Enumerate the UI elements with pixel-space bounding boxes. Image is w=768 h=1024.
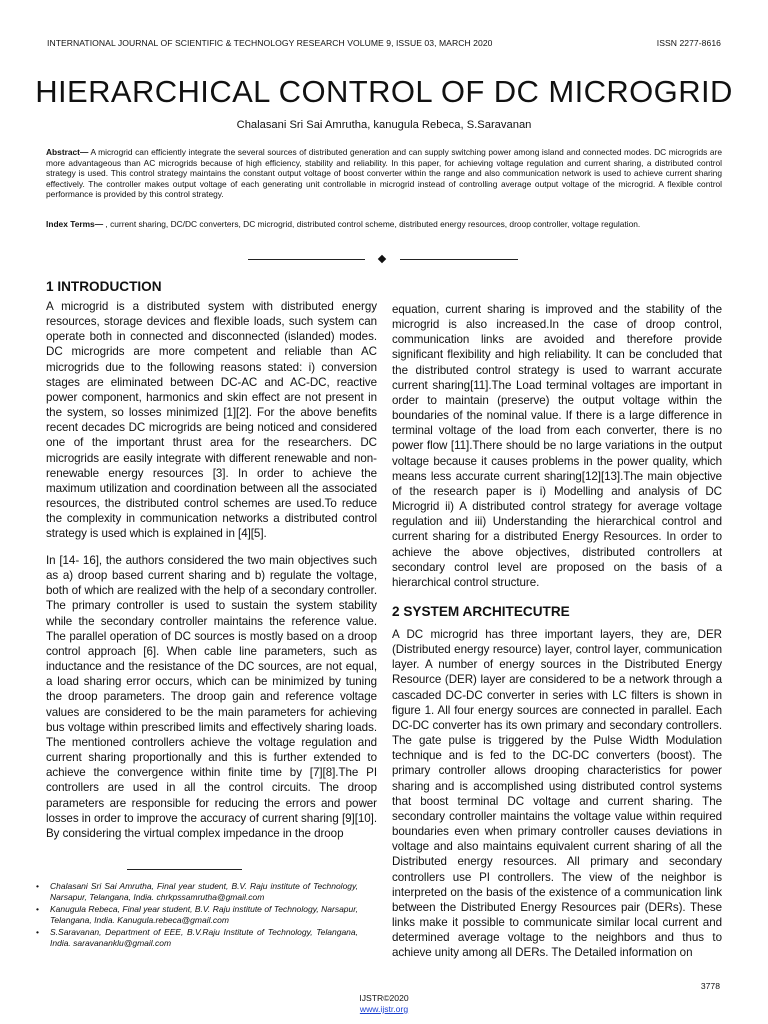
index-terms (46, 219, 722, 230)
index-terms-text: , current sharing, DC/DC converters, DC microgrid, distributed control scheme, distributed energy resources, droop controller, voltage regulation. (103, 219, 641, 229)
separator-line-left (248, 259, 365, 260)
issn: ISSN 2277-8616 (656, 38, 721, 48)
introduction-paragraph-2: In [14- 16], the authors considered the two main objectives such as a) droop based current sharing and b) regulate the voltage, both of which are realized with the help of a secondary controller. The primary controller is used to sustain the system stability while the secondary controller maintains the reference value. The parallel operation of DC sources is mostly based on a droop control approach [6]. When cable line parameters, such as inductance and the resistance of the DC sources, are not equal, a load sharing error occurs, which can be minimized by tuning the droop parameters. The droop gain and reference voltage values are considered to be the main parameters for achieving bus voltage within prescribed limits and effectively sharing loads. The mentioned controllers achieve the voltage regulation and current sharing proportionally and this is further extended to achieve the convergence within finite time by [7][8].The PI controllers are used in all the control circuits. The droop parameters are responsible for reducing the errors and power losses in order to improve the accuracy of current sharing [9][10]. By considering the virtual complex impedance in the droop (46, 554, 377, 840)
page-number: 3778 (700, 981, 720, 991)
introduction-heading: 1 INTRODUCTION (46, 279, 162, 294)
right-column-paragraph-1: equation, current sharing is improved and the stability of the microgrid is also increased.In the case of droop control, communication links are avoided and therefore provide significant flexibility and high reliability. It can be concluded that the distributed control strategy is used to warrant accurate current sharing[11].The Load terminal voltages are important in order to maintain (preserve) the output voltage within the boundaries of the nominal value. If there is a large difference in terminal voltage of the load from each converter, there is no power flow [11].There should be no large variations in the output voltage because it causes problems in the power quality, which means less accurate current sharing[12][13].The main objective of the research paper is i) Modelling and analysis of DC Microgrid ii) A distributed control strategy for average voltage regulation and iii) Understanding the hierarchical control and current sharing for a distributed Energy Resources. In order to achieve the above objectives, distributed controllers at secondary control level are proposed on the basis of a hierarchical control structure. (392, 303, 722, 589)
abstract-label: Abstract— (46, 147, 89, 157)
footnote-item (36, 881, 358, 903)
footnote-item (36, 927, 358, 949)
system-architecture-paragraph: A DC microgrid has three important layers, they are, DER (Distributed energy resource) layer, control layer, communication layer. A number of energy sources in the Distributed Energy Resource (DER) layer are considered to be a network through a cascaded DC-DC converter in series with LC filters is shown in figure 1. All four energy sources are connected in parallel. Each DC-DC converter has its own primary and secondary controllers. The gate pulse is triggered by the Pulse Width Modulation technique and is fed to the DC-DC converters (boost). The primary controller allows drooping characteristics for power sharing and is accomplished using distributed control systems that boost terminal DC voltage and current sharing. The secondary controller maintains the voltage value within required boundaries even when primary controller causes deviations in voltage and also maintains equivalent current sharing of all the Distributed energy resources. All primary and secondary controllers use PI controllers. The view of the neighbor is interpreted on the basis of the existence of a communication link between the Distributed Energy Resources pair (DERs). These links make it possible to communicate similar local current and determined average voltage to the neighbors and thus to achieve unity among all DERs. The Detailed information on (392, 628, 722, 960)
copyright-notice: IJSTR©2020 (359, 993, 409, 1003)
system-architecture-heading: 2 SYSTEM ARCHITECUTRE (392, 604, 570, 619)
paper-title: HIERARCHICAL CONTROL OF DC MICROGRID (35, 74, 733, 109)
footnote-text: Kanugula Rebeca, Final year student, B.V. Raju institute of Technology, Narsapur, Telangana, India. Kanugula.rebeca@gmail.com (50, 904, 358, 925)
bullet-icon: • (36, 904, 39, 914)
footnote-text: S.Saravanan, Department of EEE, B.V.Raju Institute of Technology, Telangana, India. saravananklu@gmail.com (50, 927, 358, 948)
abstract (46, 147, 722, 200)
index-terms-label: Index Terms— (46, 219, 104, 229)
abstract-text: A microgrid can efficiently integrate the several sources of distributed generation and can supply switching power among island and connected modes. DC microgrids are more advantageous than AC microgrids because of high efficiency, stability and reliability. In this paper, for achieving voltage regulation and current sharing, a distributed control strategy is used. This control strategy maintains the constant output voltage of boost converter within the range and also communication network is used to achieve current sharing effectively. The controller makes output voltage of each generating unit controllable in microgrid instead of controlling average output voltage of the microgrid. A flexible control performance is provided by this control strategy. (46, 147, 722, 200)
introduction-paragraph-1: A microgrid is a distributed system with distributed energy resources, storage devices and flexible loads, such system can operate both in connected and disconnected (islanded) modes. DC microgrids are more competent and reliable than AC microgrids due to the following reasons stated: i) conversion stages are eliminated between DC-AC and AC-DC, reactive power component, harmonics and skin effect are not present in the system, so losses minimized [1][2]. For the above benefits recent decades DC microgrids are being noticed and considered one of the important thrust area for the researchers. DC microgrids are easily integrate with different renewable and non-renewable energy resources [3]. In order to achieve the maximum utilization and coordination between all the associated resources, the distributed control schemes are used.To reduce the complexity in communication networks a distributed control strategy is used which is explained in [4][5]. (46, 300, 377, 541)
website-link[interactable]: www.ijstr.org (359, 1004, 409, 1014)
diamond-icon (378, 255, 386, 263)
section-separator (0, 255, 768, 265)
footnote-separator (127, 869, 242, 870)
author-footnotes (36, 881, 358, 950)
separator-line-right (400, 259, 518, 260)
bullet-icon: • (36, 927, 39, 937)
footnote-item (36, 904, 358, 926)
bullet-icon: • (36, 881, 39, 891)
footnote-text: Chalasani Sri Sai Amrutha, Final year student, B.V. Raju institute of Technology, Narsapur, Telangana, India. chrkpssamrutha@gmail.com (50, 881, 358, 902)
running-header (47, 38, 721, 52)
author-list: Chalasani Sri Sai Amrutha, kanugula Rebeca, S.Saravanan (236, 119, 532, 131)
journal-header: INTERNATIONAL JOURNAL OF SCIENTIFIC & TECHNOLOGY RESEARCH VOLUME 9, ISSUE 03, MARCH 2020 (47, 38, 493, 48)
